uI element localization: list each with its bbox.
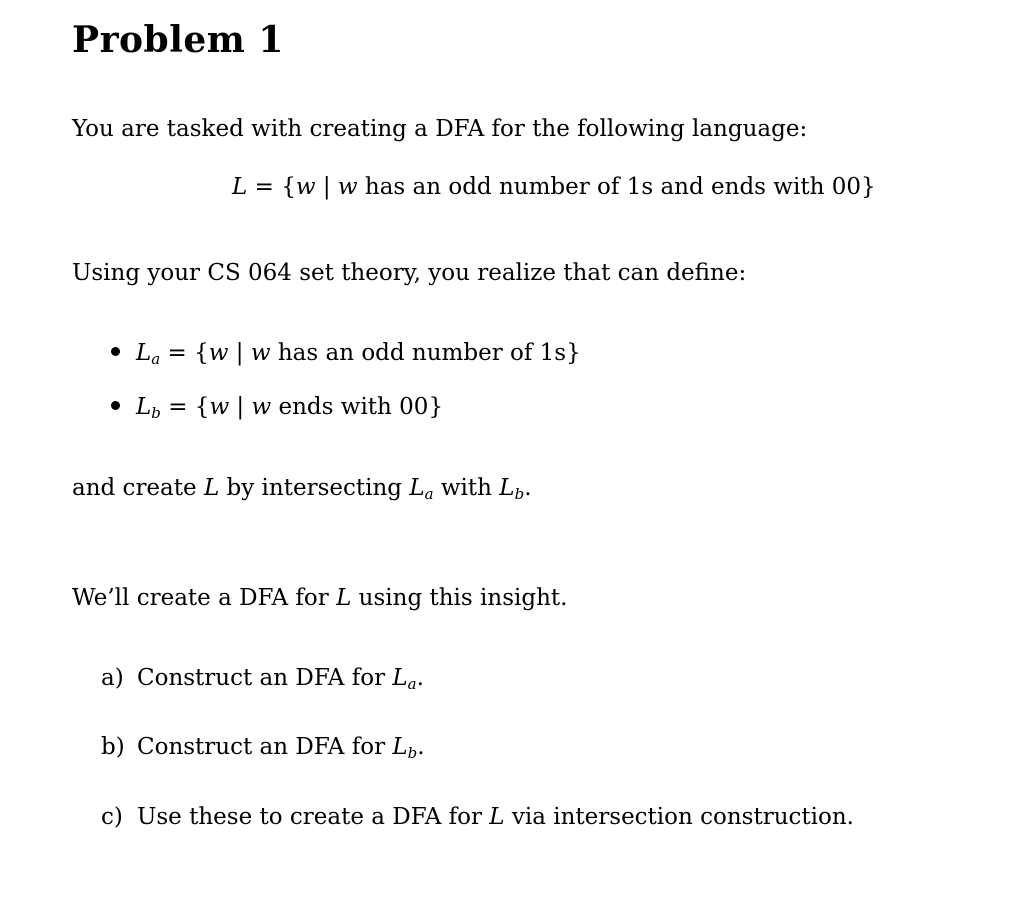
definition-condition: ends with 00 (271, 394, 429, 420)
definition-condition: has an odd number of 1s (270, 340, 567, 366)
question-text: Use these to create a DFA for (137, 804, 490, 830)
variable-w-2: w (337, 174, 358, 200)
question-label: a) (101, 665, 124, 691)
close-brace: } (428, 394, 444, 420)
text-segment: by intersecting (219, 475, 410, 501)
subscript: a (407, 675, 417, 693)
definition-item-lb (111, 396, 443, 421)
text-segment: using this insight. (351, 585, 568, 611)
intro-paragraph: You are tasked with creating a DFA for the following language: (72, 116, 808, 142)
question-label: b) (101, 734, 125, 760)
language-symbol: L (489, 804, 505, 830)
language-symbol-a: L (409, 475, 425, 501)
open-brace: { (194, 340, 209, 366)
text-segment: and create (72, 475, 204, 501)
definition-name: L (136, 340, 152, 366)
variable-w-2: w (250, 340, 271, 366)
variable-w-2: w (251, 394, 272, 420)
text-segment: with (433, 475, 500, 501)
subscript-b: b (514, 485, 525, 503)
question-text: Construct an DFA for (137, 734, 393, 760)
insight-paragraph (72, 587, 567, 610)
set-bar: | (229, 394, 252, 420)
problem-title: Problem 1 (72, 19, 284, 61)
close-brace: } (566, 340, 581, 366)
open-brace: { (194, 394, 210, 420)
bullet-icon (111, 401, 120, 410)
equals-sign: = (160, 340, 195, 366)
text-segment: We’ll create a DFA for (72, 585, 337, 611)
language-symbol-b: L (499, 475, 515, 501)
definition-subscript: b (151, 404, 161, 422)
variable-w: w (208, 340, 229, 366)
question-label: c) (101, 804, 123, 830)
bullet-icon (111, 347, 120, 356)
subscript: b (407, 744, 418, 762)
question-end: via intersection construction. (504, 804, 854, 830)
question-a (101, 667, 424, 692)
language-symbol: L (232, 174, 248, 200)
subscript-a: a (424, 485, 434, 503)
close-brace: } (860, 174, 876, 200)
question-end: . (417, 734, 425, 760)
question-end: . (416, 665, 424, 691)
equals-sign: = (247, 174, 282, 200)
question-c (101, 806, 854, 831)
language-symbol: L (392, 734, 408, 760)
question-text: Construct an DFA for (137, 665, 393, 691)
text-segment: . (524, 475, 532, 501)
variable-w: w (209, 394, 230, 420)
set-bar: | (228, 340, 251, 366)
language-condition: has an odd number of 1s and ends with 00 (357, 174, 861, 200)
definition-item-la (111, 342, 581, 367)
definition-subscript: a (151, 350, 161, 368)
variable-w: w (295, 174, 316, 200)
language-definition (232, 176, 876, 199)
language-symbol: L (392, 665, 408, 691)
language-symbol: L (336, 585, 352, 611)
set-bar: | (315, 174, 338, 200)
set-theory-paragraph: Using your CS 064 set theory, you realize that can define: (72, 260, 747, 286)
combine-paragraph (72, 477, 532, 502)
equals-sign: = (160, 394, 195, 420)
language-symbol: L (203, 475, 220, 501)
definition-name: L (136, 394, 152, 420)
open-brace: { (281, 174, 296, 200)
question-b (101, 736, 425, 761)
